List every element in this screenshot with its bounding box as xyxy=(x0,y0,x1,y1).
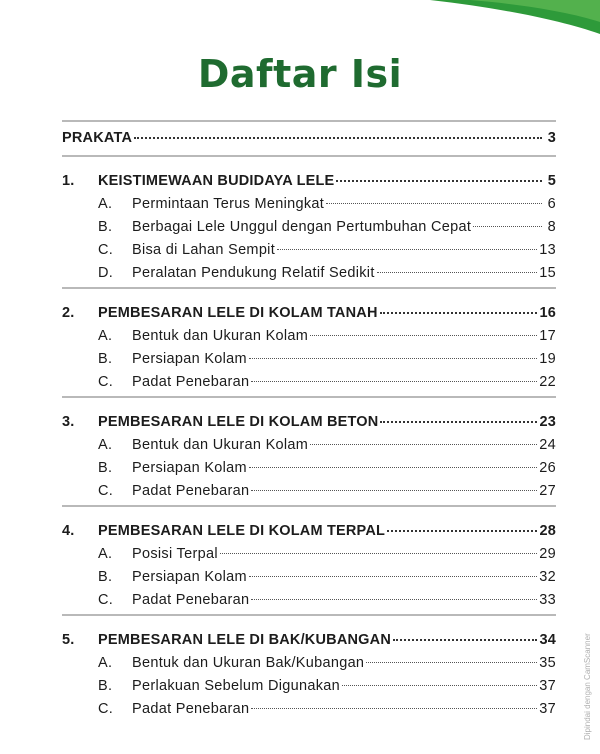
subsection-title: Berbagai Lele Unggul dengan Pertumbuhan Cepat xyxy=(132,219,472,235)
toc-entry-subsection[interactable] xyxy=(62,371,556,394)
toc-page-number: 32 xyxy=(539,569,556,585)
toc-page-number: 35 xyxy=(539,655,556,671)
chapter-title: PEMBESARAN LELE DI BAK/KUBANGAN xyxy=(98,632,391,648)
section-rule xyxy=(62,396,556,398)
toc-entry-subsection[interactable] xyxy=(62,652,556,675)
chapter-title: PEMBESARAN LELE DI KOLAM TANAH xyxy=(98,305,378,321)
dot-leader xyxy=(380,300,538,314)
chapter-number: 4. xyxy=(62,523,75,539)
dot-leader xyxy=(251,587,537,600)
toc-page-number: 16 xyxy=(539,305,556,321)
subsection-title: Perlakuan Sebelum Digunakan xyxy=(132,678,341,694)
chapter-number: 1. xyxy=(62,173,75,189)
toc-entry-subsection[interactable] xyxy=(62,566,556,589)
subsection-letter: A. xyxy=(98,328,113,344)
subsection-title: Persiapan Kolam xyxy=(132,569,247,585)
subsection-letter: B. xyxy=(98,351,113,367)
chapter-title: PEMBESARAN LELE DI KOLAM TERPAL xyxy=(98,523,386,539)
subsection-letter: C. xyxy=(98,701,114,717)
toc-entry-subsection[interactable] xyxy=(62,675,556,698)
subsection-title: Padat Penebaran xyxy=(132,701,250,717)
toc-entry-subsection[interactable] xyxy=(62,348,556,371)
section-rule xyxy=(62,287,556,289)
subsection-title: Padat Penebaran xyxy=(132,592,250,608)
toc-entry-subsection[interactable] xyxy=(62,239,556,262)
subsection-letter: A. xyxy=(98,655,113,671)
toc-page-number: 37 xyxy=(539,701,556,717)
toc-entry-chapter-4[interactable] xyxy=(62,520,556,543)
subsection-title: Persiapan Kolam xyxy=(132,460,247,476)
chapter-title: PEMBESARAN LELE DI KOLAM BETON xyxy=(98,414,379,430)
subsection-letter: B. xyxy=(98,678,113,694)
dot-leader xyxy=(220,541,537,554)
section-rule xyxy=(62,614,556,616)
toc-page-number: 33 xyxy=(539,592,556,608)
subsection-letter: A. xyxy=(98,196,113,212)
dot-leader xyxy=(366,650,537,663)
toc-entry-subsection[interactable] xyxy=(62,325,556,348)
toc-page-number: 15 xyxy=(539,265,556,281)
subsection-title: Bentuk dan Ukuran Kolam xyxy=(132,437,309,453)
toc-entry-chapter-1[interactable] xyxy=(62,170,556,193)
toc-entry-prakata[interactable] xyxy=(62,127,556,150)
chapter-number: 3. xyxy=(62,414,75,430)
subsection-letter: A. xyxy=(98,437,113,453)
dot-leader xyxy=(380,409,537,423)
toc-entry-subsection[interactable] xyxy=(62,434,556,457)
section-rule xyxy=(62,505,556,507)
dot-leader xyxy=(251,369,537,382)
toc-page-number: 17 xyxy=(539,328,556,344)
toc-entry-chapter-3[interactable] xyxy=(62,411,556,434)
subsection-letter: C. xyxy=(98,592,114,608)
subsection-letter: A. xyxy=(98,546,113,562)
dot-leader xyxy=(310,323,537,336)
subsection-letter: C. xyxy=(98,242,114,258)
toc-page-number: 23 xyxy=(539,414,556,430)
toc-page-number: 8 xyxy=(547,219,556,235)
toc-page-number: 5 xyxy=(547,173,556,189)
toc-page-number: 26 xyxy=(539,460,556,476)
section-rule xyxy=(62,155,556,157)
toc-entry-subsection[interactable] xyxy=(62,216,556,239)
toc-page-number: 3 xyxy=(547,130,556,146)
subsection-title: Padat Penebaran xyxy=(132,374,250,390)
scanner-note-text: Dipindai dengan CamScanner xyxy=(583,633,592,740)
toc-entry-chapter-2[interactable] xyxy=(62,302,556,325)
subsection-title: Permintaan Terus Meningkat xyxy=(132,196,325,212)
toc-page-number: 13 xyxy=(539,242,556,258)
toc-entry-subsection[interactable] xyxy=(62,589,556,612)
dot-leader xyxy=(336,168,542,182)
chapter-number: 2. xyxy=(62,305,75,321)
toc-page-number: 22 xyxy=(539,374,556,390)
toc-entry-subsection[interactable] xyxy=(62,698,556,721)
subsection-title: Persiapan Kolam xyxy=(132,351,247,367)
subsection-letter: B. xyxy=(98,460,113,476)
subsection-title: Bentuk dan Ukuran Bak/Kubangan xyxy=(132,655,365,671)
subsection-letter: B. xyxy=(98,569,113,585)
subsection-title: Padat Penebaran xyxy=(132,483,250,499)
toc-entry-subsection[interactable] xyxy=(62,262,556,285)
dot-leader xyxy=(473,214,542,227)
subsection-letter: C. xyxy=(98,483,114,499)
toc-page-number: 24 xyxy=(539,437,556,453)
toc-entry-subsection[interactable] xyxy=(62,543,556,566)
toc-entry-subsection[interactable] xyxy=(62,457,556,480)
dot-leader xyxy=(326,191,542,204)
table-of-contents xyxy=(62,120,556,721)
dot-leader xyxy=(342,673,537,686)
subsection-letter: B. xyxy=(98,219,113,235)
top-rule xyxy=(62,120,556,122)
dot-leader xyxy=(277,237,537,250)
dot-leader xyxy=(377,260,538,273)
chapter-title: KEISTIMEWAAN BUDIDAYA LELE xyxy=(98,173,335,189)
dot-leader xyxy=(249,564,537,577)
corner-decoration xyxy=(0,0,600,40)
page-title: Daftar Isi xyxy=(197,52,403,96)
dot-leader xyxy=(249,346,537,359)
toc-entry-subsection[interactable] xyxy=(62,193,556,216)
subsection-title: Peralatan Pendukung Relatif Sedikit xyxy=(132,265,375,281)
subsection-title: Posisi Terpal xyxy=(132,546,218,562)
toc-page-number: 34 xyxy=(539,632,556,648)
dot-leader xyxy=(251,478,537,491)
toc-page-number: 27 xyxy=(539,483,556,499)
toc-entry-chapter-5[interactable] xyxy=(62,629,556,652)
toc-page-number: 37 xyxy=(539,678,556,694)
toc-entry-label: PRAKATA xyxy=(62,130,133,146)
subsection-title: Bisa di Lahan Sempit xyxy=(132,242,276,258)
toc-page-number: 29 xyxy=(539,546,556,562)
dot-leader xyxy=(310,432,537,445)
subsection-title: Bentuk dan Ukuran Kolam xyxy=(132,328,309,344)
dot-leader xyxy=(251,696,537,709)
dot-leader xyxy=(249,455,537,468)
toc-page-number: 28 xyxy=(539,523,556,539)
scanner-watermark xyxy=(582,590,594,740)
toc-page-number: 19 xyxy=(539,351,556,367)
toc-entry-subsection[interactable] xyxy=(62,480,556,503)
subsection-letter: D. xyxy=(98,265,114,281)
toc-page-number: 6 xyxy=(547,196,556,212)
dot-leader xyxy=(393,627,537,641)
subsection-letter: C. xyxy=(98,374,114,390)
dot-leader xyxy=(387,518,537,532)
chapter-number: 5. xyxy=(62,632,75,648)
dot-leader xyxy=(134,125,542,139)
